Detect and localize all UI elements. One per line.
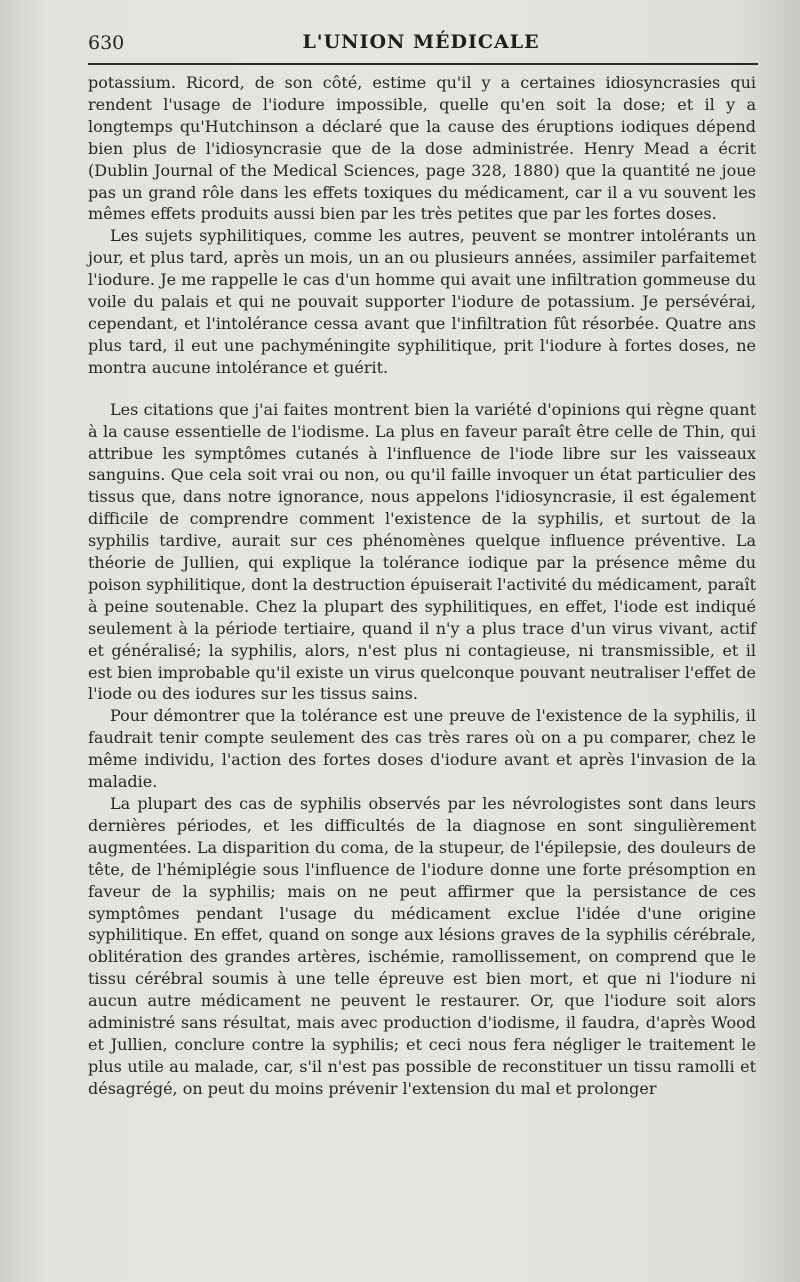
body-text [88,72,756,1100]
page-number: 630 [88,32,125,54]
paragraph: Les citations que j'ai faites montrent bien la variété d'opinions qui règne quant à la cause essentielle de l'iodisme. La plus en faveur paraît être celle de Thin, qui attribue les symptômes cutanés à l'influence de l'iode libre sur les vaisseaux sanguins. Que cela soit vrai ou non, ou qu'il faille invoquer un état particulier des tissus que, dans notre ignorance, nous appelons l'idiosyncrasie, il est également difficile de comprendre comment l'existence de la syphilis, et surtout de la syphilis tardive, aurait sur ces phénomènes quelque influence préventive. La théorie de Jullien, qui explique la tolérance iodique par la présence même du poison syphilitique, dont la destruction épuiserait l'activité du médicament, paraît à peine soutenable. Chez la plupart des syphilitiques, en effet, l'iode est indiqué seulement à la période tertiaire, quand il n'y a plus trace d'un virus vivant, actif et généralisé; la syphilis, alors, n'est plus ni contagieuse, ni transmissible, et il est bien improbable qu'il existe un virus quelconque pouvant neutraliser l'effet de l'iode ou des iodures sur les tissus sains. [88,399,756,704]
page-header [88,28,754,58]
header-rule [88,63,758,65]
paragraph: potassium. Ricord, de son côté, estime qu'il y a certaines idiosyncrasies qui rendent l'usage de l'iodure impossible, quelle qu'en soit la dose; et il y a longtemps qu'Hutchinson a déclaré que la cause des éruptions iodiques dépend bien plus de l'idiosyncrasie que de la dose administrée. Henry Mead a écrit (Dublin Journal of the Medical Sciences, page 328, 1880) que la quantité ne joue pas un grand rôle dans les effets toxiques du médicament, car il a vu souvent les mêmes effets produits aussi bien par les très petites que par les fortes doses. [88,73,756,224]
running-title: L'UNION MÉDICALE [302,31,540,53]
paragraph: Les sujets syphilitiques, comme les autres, peuvent se montrer intolérants un jour, et plus tard, après un mois, un an ou plusieurs années, assimiler parfaitemet l'iodure. Je me rappelle le cas d'un homme qui avait une infiltration gommeuse du voile du palais et qui ne pouvait supporter l'iodure de potassium. Je persévérai, cependant, et l'intolérance cessa avant que l'infiltration fût résorbée. Quatre ans plus tard, il eut une pachyméningite syphilitique, prit l'iodure à fortes doses, ne montra aucune intolérance et guérit. [88,226,756,377]
paragraph: Pour démontrer que la tolérance est une preuve de l'existence de la syphilis, il faudrait tenir compte seulement des cas très rares où on a pu comparer, chez le même individu, l'action des fortes doses d'iodure avant et après l'invasion de la maladie. [88,706,756,792]
paragraph: La plupart des cas de syphilis observés par les névrologistes sont dans leurs dernières périodes, et les difficultés de la diagnose en sont singulièrement augmentées. La disparition du coma, de la stupeur, de l'épilepsie, des douleurs de tête, de l'hémiplégie sous l'influence de l'iodure donne une forte présomption en faveur de la syphilis; mais on ne peut affirmer que la persistance de ces symptômes pendant l'usage du médicament exclue l'idée d'une origine syphilitique. En effet, quand on songe aux lésions graves de la syphilis cérébrale, oblitération des grandes artères, ischémie, ramollissement, on comprend que le tissu cérébral soumis à une telle épreuve est bien mort, et que ni l'iodure ni aucun autre médicament ne peuvent le restaurer. Or, que l'iodure soit alors administré sans résultat, mais avec production d'iodisme, il faudra, d'après Wood et Jullien, conclure contre la syphilis; et ceci nous fera négliger le traitement le plus utile au malade, car, s'il n'est pas possible de reconstituer un tissu ramolli et désagrégé, on peut du moins prévenir l'extension du mal et prolonger [88,794,756,1098]
